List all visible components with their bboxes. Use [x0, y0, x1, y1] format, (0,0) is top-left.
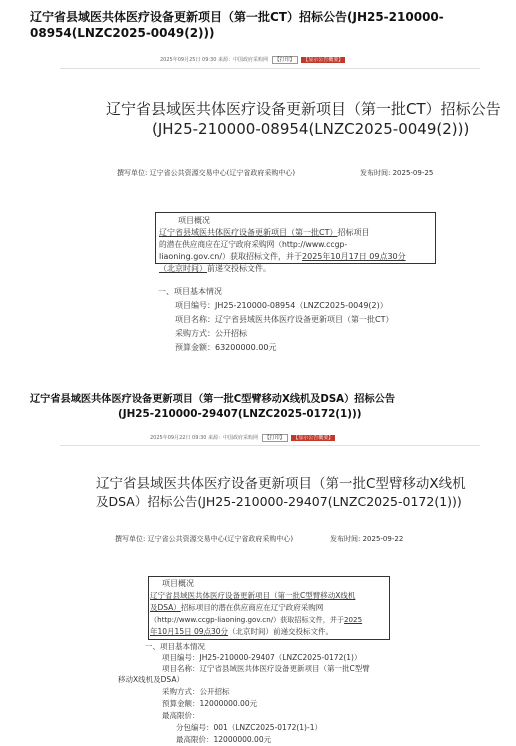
- notice2-meta-text: 2025年09月22日 09:30 来源：中国政府采购网: [150, 435, 259, 441]
- notice2-print-button[interactable]: 【打印】: [262, 434, 288, 442]
- notice1-section-basic: 一、项目基本情况: [158, 287, 222, 296]
- notice2-date: [330, 534, 403, 544]
- notice2-box-deadline-year: 2025: [344, 615, 363, 624]
- notice2-field-method-label: 采购方式：: [162, 687, 200, 696]
- notice2-divider: [60, 445, 480, 446]
- notice2-field-budget-label: 预算金额：: [162, 699, 200, 708]
- notice2-field-package-value: 001（LNZC2025-0172(1)-1）: [213, 723, 322, 732]
- notice2-field-budget: [162, 698, 257, 710]
- notice1-date-value: 2025-09-25: [392, 169, 434, 177]
- notice1-field-budget-label: 预算金额：: [175, 343, 215, 352]
- notice2-publisher-value: 辽宁省公共资源交易中心(辽宁省政府采购中心): [147, 535, 294, 543]
- notice1-headline-line1: 辽宁省县域医共体医疗设备更新项目（第一批CT）招标公告(JH25-210000-: [30, 10, 444, 24]
- notice1-field-name-value: 辽宁省县域医共体医疗设备更新项目（第一批CT）: [215, 315, 394, 324]
- notice1-meta-bar: [160, 56, 345, 63]
- notice2-box-line3-text: （http://www.ccgp-liaoning.gov.cn/）获取招标文件，并于: [150, 615, 345, 624]
- notice1-box-heading: 项目概况: [178, 216, 210, 225]
- notice2-field-cut-off: 最高限价：12000000.00元: [176, 735, 272, 744]
- notice1-title-line2: (JH25-210000-08954(LNZC2025-0049(2))): [152, 120, 470, 138]
- notice2-box-line1: [150, 590, 355, 602]
- notice2-box-heading: 项目概况: [162, 579, 194, 588]
- notice2-field-package: [176, 722, 322, 734]
- notice2-headline-line2: (JH25-210000-29407(LNZC2025-0172(1))): [118, 408, 362, 420]
- notice1-field-name: [175, 314, 393, 326]
- notice2-title-line2: 及DSA）招标公告(JH25-210000-29407(LNZC2025-0172(1))): [96, 494, 462, 509]
- notice2-date-label: 发布时间:: [330, 535, 361, 543]
- notice1-box-line4-text: 前递交投标文件。: [207, 264, 271, 273]
- notice2-title-line1: 辽宁省县域医共体医疗设备更新项目（第一批C型臂移动X线机: [96, 476, 466, 492]
- notice2-summary-button[interactable]: 【显示公告概要】: [293, 435, 334, 441]
- notice1-field-code-label: 项目编号：: [175, 301, 215, 310]
- notice1-box-line2: 的潜在供应商应在辽宁政府采购网（http://www.ccgp-: [159, 240, 348, 249]
- notice2-headline-line1: 辽宁省县域医共体医疗设备更新项目（第一批C型臂移动X线机及DSA）招标公告: [30, 394, 396, 405]
- notice2-publisher: [115, 534, 293, 544]
- notice1-box-project-link[interactable]: 辽宁省县域医共体医疗设备更新项目（第一批CT）: [159, 228, 338, 237]
- notice2-field-max-price: 最高限价：: [162, 711, 200, 720]
- notice1-meta-text: 2025年09月25日 09:30 来源：中国政府采购网: [160, 57, 269, 63]
- notice1-field-code-value: JH25-210000-08954（LNZC2025-0049(2)）: [215, 301, 388, 310]
- notice2-box-project-link-cont[interactable]: 及DSA）: [150, 603, 181, 612]
- notice2-field-budget-value: 12000000.00元: [199, 699, 258, 708]
- notice2-meta-bar: [150, 434, 335, 441]
- notice1-box-line1-text: 招标项目: [337, 228, 370, 237]
- notice2-field-name-value: 辽宁省县域医共体医疗设备更新项目（第一批C型臂: [199, 664, 370, 673]
- notice2-field-code-value: JH25-210000-29407（LNZC2025-0172(1)）: [199, 653, 362, 662]
- notice2-box-deadline: 年10月15日 09点30分: [150, 627, 229, 636]
- notice2-publisher-label: 撰写单位:: [115, 535, 146, 543]
- notice1-field-method-label: 采购方式：: [175, 329, 215, 338]
- notice2-box-line4-text: （北京时间）前递交投标文件。: [228, 627, 334, 636]
- notice1-headline-line2: 08954(LNZC2025-0049(2))): [30, 26, 215, 40]
- notice2-field-code: [162, 652, 361, 664]
- notice2-box-project-link[interactable]: 辽宁省县域医共体医疗设备更新项目（第一批C型臂移动X线机: [150, 591, 356, 600]
- notice1-field-code: [175, 300, 388, 312]
- notice1-publisher-label: 撰写单位:: [117, 169, 148, 177]
- notice1-title-line1: 辽宁省县域医共体医疗设备更新项目（第一批CT）招标公告: [106, 100, 501, 118]
- notice2-box-line4: [150, 626, 333, 638]
- notice1-field-budget: [175, 342, 276, 354]
- notice1-date-label: 发布时间:: [360, 169, 391, 177]
- notice2-box-line2: [150, 602, 323, 614]
- notice1-field-name-label: 项目名称：: [175, 315, 215, 324]
- notice1-field-method-value: 公开招标: [215, 329, 247, 338]
- notice1-summary-button[interactable]: 【显示公告概要】: [303, 57, 344, 63]
- notice1-field-budget-value: 63200000.00元: [215, 343, 277, 352]
- notice2-field-package-label: 分包编号：: [176, 723, 214, 732]
- notice1-box-deadline: 2025年10月17日 09点30分: [302, 252, 406, 261]
- notice1-divider: [60, 68, 480, 69]
- notice2-section-basic: 一、项目基本情况: [145, 642, 205, 651]
- notice1-date: [360, 168, 433, 178]
- notice1-box-timezone: （北京时间）: [159, 264, 207, 273]
- notice2-field-name-cont: 移动X线机及DSA）: [118, 675, 184, 684]
- notice2-box-line3: [150, 614, 362, 626]
- notice2-field-method-value: 公开招标: [199, 687, 230, 696]
- notice1-box-line1: [159, 227, 369, 239]
- notice1-box-line4: [159, 263, 271, 275]
- notice1-box-line3-text: liaoning.gov.cn/）获取招标文件，并于: [159, 252, 303, 261]
- notice1-field-method: [175, 328, 247, 340]
- notice2-box-line2-text: 招标项目的潜在供应商应在辽宁政府采购网: [180, 603, 324, 612]
- notice2-date-value: 2025-09-22: [362, 535, 404, 543]
- notice1-box-line3: [159, 251, 406, 263]
- notice2-field-method: [162, 686, 230, 698]
- notice1-publisher: [117, 168, 295, 178]
- notice2-field-name: [162, 663, 370, 675]
- notice2-field-code-label: 项目编号：: [162, 653, 200, 662]
- notice1-print-button[interactable]: 【打印】: [272, 56, 298, 64]
- notice1-publisher-value: 辽宁省公共资源交易中心(辽宁省政府采购中心): [149, 169, 296, 177]
- notice2-field-name-label: 项目名称：: [162, 664, 200, 673]
